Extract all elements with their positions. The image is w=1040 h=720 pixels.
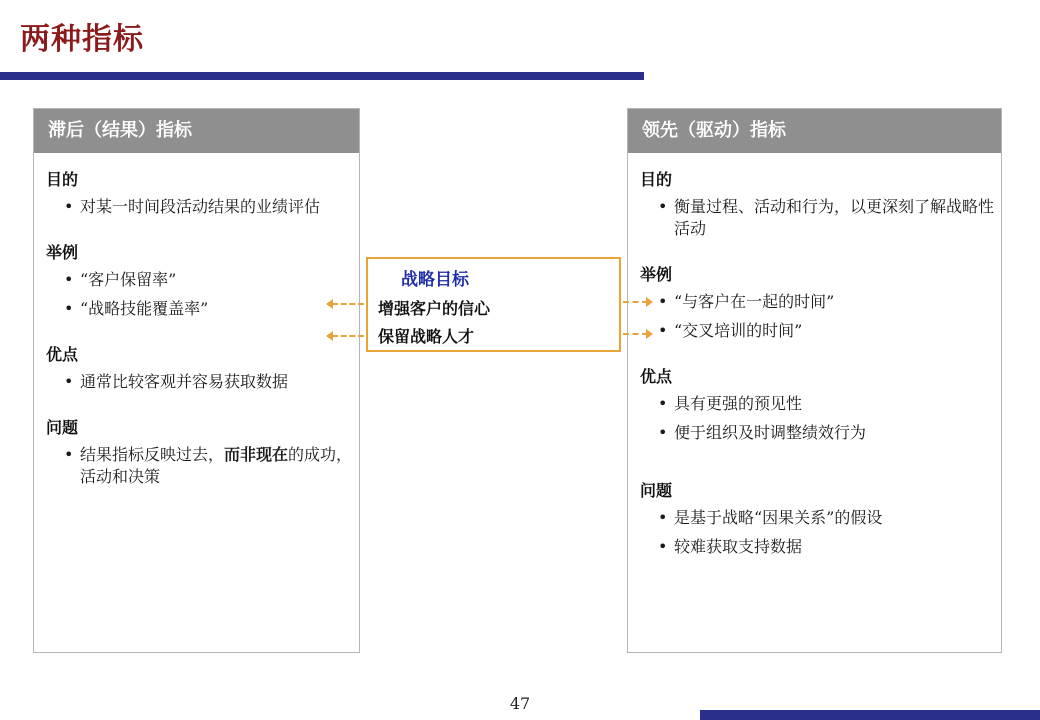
bullet-icon: •: [658, 537, 668, 556]
bullet-icon: •: [658, 394, 668, 413]
section-title: 举例: [46, 243, 79, 262]
leading-section-examples: [640, 262, 1001, 342]
item-text: “客户保留率”: [80, 270, 177, 289]
item-text: 较难获取支持数据: [674, 537, 803, 556]
lagging-section-examples: [46, 240, 359, 320]
section-title: 问题: [640, 481, 673, 500]
list-item: [640, 291, 1001, 313]
slide-title: 两种指标: [20, 22, 144, 57]
bullet-icon: •: [64, 270, 74, 289]
item-text-bold: 而非现在: [224, 445, 289, 464]
list-item: [640, 536, 1001, 558]
bullet-icon: •: [64, 299, 74, 318]
leading-section-purpose: [640, 167, 1001, 240]
strategic-goal-box: [366, 257, 621, 352]
bullet-icon: •: [658, 292, 668, 311]
item-text: 对某一时间段活动结果的业绩评估: [80, 197, 321, 216]
item-text: 便于组织及时调整绩效行为: [674, 423, 867, 442]
item-text: “交叉培训的时间”: [674, 321, 803, 340]
footer-bar: [700, 710, 1040, 720]
lagging-section-advantages: [46, 342, 359, 393]
list-item: [46, 196, 359, 218]
section-title: 优点: [640, 367, 673, 386]
lagging-section-purpose: [46, 167, 359, 218]
dashed-arrow-left-top: [332, 303, 364, 305]
bullet-icon: •: [658, 321, 668, 340]
leading-panel-header: 领先（驱动）指标: [628, 109, 1001, 153]
leading-indicator-panel: [627, 108, 1002, 653]
list-item: [46, 269, 359, 291]
arrow-left-icon: [326, 331, 333, 341]
strategic-goal-item: 保留战略人才: [378, 327, 475, 346]
strategic-goal-title: 战略目标: [401, 270, 469, 290]
lagging-indicator-panel: [33, 108, 360, 653]
dashed-arrow-right-top: [623, 301, 648, 303]
item-text-before: 结果指标反映过去，: [80, 445, 225, 464]
bullet-icon: •: [64, 445, 74, 464]
title-underline-bar: [0, 72, 644, 80]
dashed-arrow-right-bottom: [623, 333, 648, 335]
list-item: [640, 422, 1001, 444]
item-text-after: 的成功，活动和决策: [80, 445, 353, 486]
arrow-right-icon: [646, 329, 653, 339]
bullet-icon: •: [64, 197, 74, 216]
bullet-icon: •: [658, 423, 668, 442]
section-title: 目的: [640, 170, 673, 189]
list-item: [46, 371, 359, 393]
bullet-icon: •: [658, 197, 668, 216]
lagging-section-issues: [46, 415, 359, 488]
item-text: “与客户在一起的时间”: [674, 292, 835, 311]
lagging-panel-header: 滞后（结果）指标: [34, 109, 359, 153]
item-text: 通常比较客观并容易获取数据: [80, 372, 289, 391]
bullet-icon: •: [658, 508, 668, 527]
arrow-right-icon: [646, 297, 653, 307]
list-item: [640, 320, 1001, 342]
page-number: 47: [509, 694, 531, 713]
dashed-arrow-left-bottom: [332, 335, 364, 337]
list-item: [640, 393, 1001, 415]
list-item: [46, 444, 359, 488]
arrow-left-icon: [326, 299, 333, 309]
list-item: [640, 507, 1001, 529]
item-text: 具有更强的预见性: [674, 394, 803, 413]
list-item: [46, 298, 359, 320]
item-text: 衡量过程、活动和行为，以更深刻了解战略性活动: [674, 197, 995, 238]
section-title: 目的: [46, 170, 79, 189]
section-title: 问题: [46, 418, 79, 437]
section-title: 举例: [640, 265, 673, 284]
item-text: “战略技能覆盖率”: [80, 299, 209, 318]
leading-section-advantages: [640, 364, 1001, 444]
leading-section-issues: [640, 478, 1001, 558]
strategic-goal-item: 增强客户的信心: [378, 299, 491, 318]
item-text: 是基于战略“因果关系”的假设: [674, 508, 883, 527]
list-item: [640, 196, 1001, 240]
section-title: 优点: [46, 345, 79, 364]
bullet-icon: •: [64, 372, 74, 391]
